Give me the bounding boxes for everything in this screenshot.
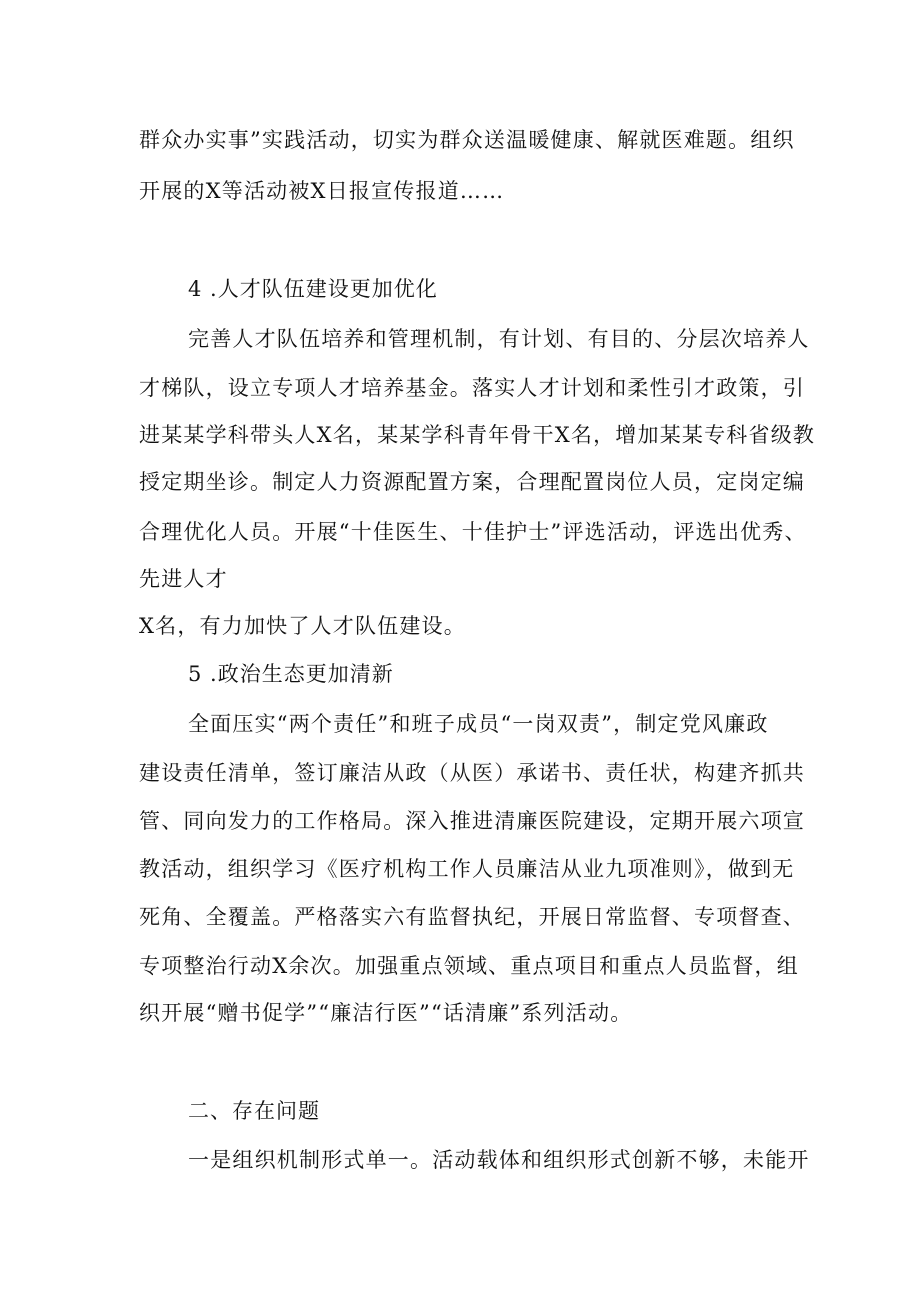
paragraph-line: 死角、全覆盖。严格落实六有监督执纪，开展日常监督、专项督查、 xyxy=(139,905,805,929)
paragraph-line: 授定期坐诊。制定人力资源配置方案，合理配置岗位人员，定岗定编 xyxy=(139,470,805,494)
paragraph-line: 进某某学科带头人X名，某某学科青年骨干X名，增加某某专科省级教 xyxy=(139,423,816,447)
paragraph-line: 开展的X等活动被X日报宣传报道…… xyxy=(139,179,505,203)
paragraph-line: 才梯队，设立专项人才培养基金。落实人才计划和柔性引才政策，引 xyxy=(139,376,805,400)
paragraph-line: 一是组织机制形式单一。活动载体和组织形式创新不够，未能开 xyxy=(188,1148,810,1172)
paragraph-line: 全面压实“两个责任”和班子成员“一岗双责”，制定党风廉政 xyxy=(188,712,769,736)
paragraph-line: 群众办实事”实践活动，切实为群众送温暖健康、解就医难题。组织 xyxy=(139,128,795,152)
paragraph-line: 专项整治行动X余次。加强重点领域、重点项目和重点人员监督，组 xyxy=(139,954,799,978)
paragraph-line: 先进人才 xyxy=(139,567,228,591)
section-problems-heading: 二、存在问题 xyxy=(188,1099,320,1123)
paragraph-line: 教活动，组织学习《医疗机构工作人员廉洁从业九项准则》，做到无 xyxy=(139,857,795,881)
paragraph-line: 合理优化人员。开展“十佳医生、十佳护士”评选活动，评选出优秀、 xyxy=(139,520,807,544)
paragraph-line: 管、同向发力的工作格局。深入推进清廉医院建设，定期开展六项宣 xyxy=(139,809,805,833)
section-4-heading: 4 .人才队伍建设更加优化 xyxy=(188,277,438,301)
paragraph-line: 完善人才队伍培养和管理机制，有计划、有目的、分层次培养人 xyxy=(188,327,810,351)
paragraph-line: X名，有力加快了人才队伍建设。 xyxy=(139,614,466,638)
section-5-heading: 5 .政治生态更加清新 xyxy=(188,662,394,686)
paragraph-line: 建设责任清单，签订廉洁从政（从医）承诺书、责任状，构建齐抓共 xyxy=(139,761,805,785)
paragraph-line: 织开展“赠书促学”“廉洁行医”“话清廉”系列活动。 xyxy=(139,1001,633,1025)
